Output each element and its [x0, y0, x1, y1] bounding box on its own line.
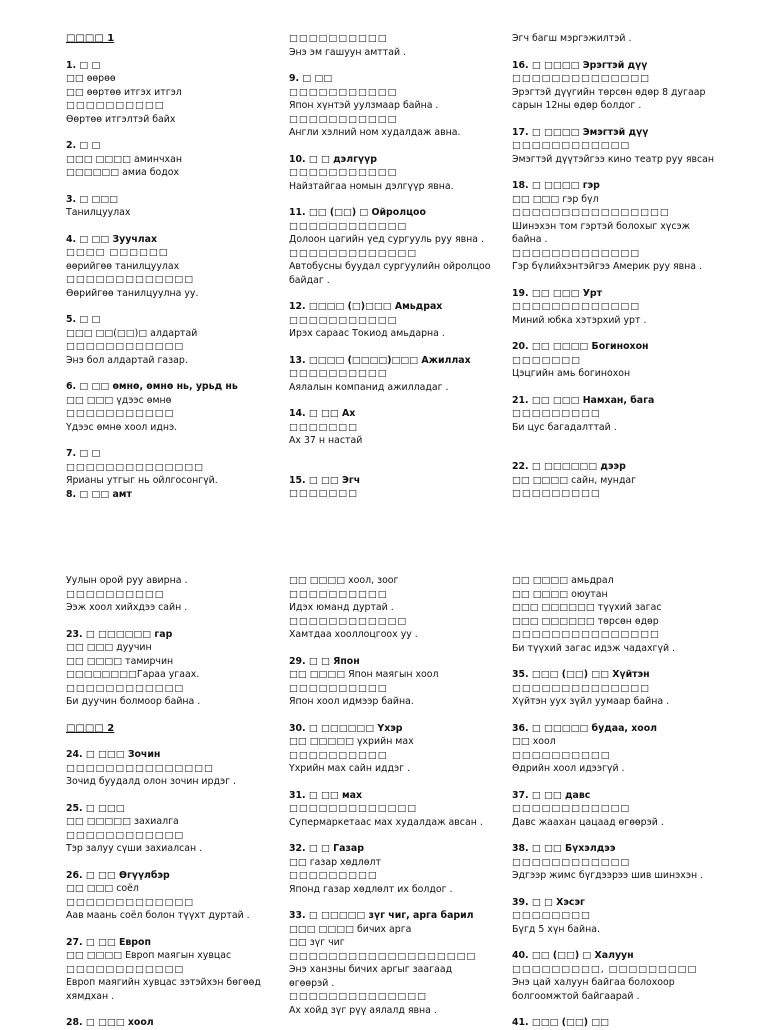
text-line: Би түүхий загас идэж чадахгүй .: [512, 642, 676, 654]
text-line: □□ □□□□ Япон маягын хоол: [289, 669, 439, 680]
text-line: □□ □□□□ оюутан: [512, 588, 608, 600]
vocab-entry-head: 38. □ □□ Бүхэлдээ: [512, 843, 616, 854]
vocab-entry-head: 35. □□□ (□□) □□ Хүйтэн: [512, 669, 650, 680]
text-line: Хүйтэн уух зүйл уумаар байна .: [512, 696, 670, 707]
text-line: □□□ □□□□ аминчхан: [66, 153, 182, 165]
vocab-entry-head: 39. □ □ Хэсэг: [512, 896, 585, 908]
vocab-entry-head: 2. □ □: [66, 140, 101, 151]
japanese-line: □□□□□□□□□, □□□□□□□□□: [512, 963, 698, 975]
line-gap: [66, 1003, 302, 1016]
japanese-line: □□□□□□□□□□: [66, 100, 165, 111]
vocab-entry-head: 30. □ □□□□□□ Үхэр: [289, 722, 403, 734]
line-gap: [66, 220, 302, 233]
text-line: □□□ □□(□□)□ алдартай: [66, 327, 198, 339]
line-gap: [289, 776, 525, 789]
text-line: Аав маань соёл болон түүхт дуртай .: [66, 910, 250, 921]
vocab-entry-head: 31. □ □□ мах: [289, 789, 363, 801]
line-gap: [512, 434, 748, 447]
line-gap: [289, 59, 525, 72]
line-gap: [66, 126, 302, 139]
line-gap: [66, 180, 302, 193]
line-gap: [512, 776, 748, 789]
line-gap: [289, 896, 525, 909]
text-line: □□ □□□□ тамирчин: [66, 655, 174, 667]
text-line: Энэ ханзны бичих аргыг заагаад: [289, 964, 453, 975]
line-gap: [66, 46, 302, 59]
text-line: □□ □□□□ Европ маягын хувцас: [66, 950, 232, 961]
text-line: □□□ □□□□ бичих арга: [289, 923, 412, 935]
japanese-line: □□□□□□□□□□□: [289, 167, 398, 178]
japanese-line: □□□□□□□□□□□□: [289, 220, 408, 232]
japanese-line: □□□□□□□□□□□□□: [512, 247, 641, 259]
text-line: □□□ □□□□□□ түүхий загас: [512, 602, 662, 613]
line-gap: [66, 615, 302, 628]
text-line: Ах хойд зүг рүү аялалд явна .: [289, 1004, 437, 1016]
vocab-entry-head: 33. □ □□□□□ зүг чиг, арга барил: [289, 910, 474, 921]
vocab-entry-head: 13. □□□□ (□□□□)□□□ Ажиллах: [289, 354, 471, 366]
text-line: Давс жаахан цацаад өгөөрэй .: [512, 816, 664, 828]
japanese-line: □□□□□□□□□□□□: [66, 341, 185, 352]
vocab-entry-head: 36. □ □□□□□ будаа, хоол: [512, 722, 658, 734]
line-gap: [512, 113, 748, 126]
japanese-line: □□□□□□□□□□: [289, 368, 388, 379]
text-line: байдаг .: [289, 274, 330, 286]
text-line: болгоомжтой байгаарай .: [512, 990, 640, 1002]
vocab-entry-head: 4. □ □□ Зуучлах: [66, 233, 158, 245]
text-line: □□ □□□ үдээс өмнө: [66, 394, 172, 406]
text-line: □□ □□□ соёл: [66, 883, 139, 894]
text-line: Эгч багш мэргэжилтэй .: [512, 33, 632, 44]
text-line: Танилцуулах: [66, 207, 131, 218]
line-gap: [289, 140, 525, 153]
top-column-3: [512, 32, 748, 501]
line-gap: [66, 434, 302, 447]
japanese-line: □□□□□□□□□□□□: [512, 140, 631, 151]
line-gap: [66, 709, 302, 722]
text-line: □□ □□□□□ захиалга: [66, 816, 179, 827]
line-gap: [66, 789, 302, 802]
japanese-line: □□□□□□□□□□: [289, 682, 388, 694]
text-line: Зочид буудалд олон зочин ирдэг .: [66, 776, 236, 787]
vocab-entry-head: 37. □ □□ давс: [512, 789, 591, 801]
text-line: □□ өөрөө: [66, 73, 116, 84]
line-gap: [66, 923, 302, 936]
japanese-line: □□□□□□□□□□□: [66, 408, 175, 419]
japanese-line: □□□□□□□□□: [512, 488, 601, 499]
text-line: хямдхан .: [66, 990, 115, 1002]
japanese-line: □□□□□□□□□□□□□: [289, 803, 418, 814]
line-gap: [512, 166, 748, 179]
vocab-entry-head: 32. □ □ Газар: [289, 843, 364, 854]
vocab-entry-head: 18. □ □□□□ гэр: [512, 180, 600, 191]
text-line: Цэцгийн амь богинохон: [512, 368, 631, 379]
text-line: Гэр бүлийхэнтэйгээ Америк руу явна .: [512, 261, 702, 272]
text-line: □□□ □□□□□□ төрсөн өдөр: [512, 615, 659, 627]
vocab-entry-head: 40. □□ (□□) □ Халуун: [512, 950, 634, 961]
line-gap: [512, 655, 748, 668]
text-line: Хамтдаа хооллоцгоох уу .: [289, 629, 418, 640]
text-line: Ярианы утгыг нь ойлгосонгүй.: [66, 475, 218, 486]
japanese-line: □□□□□□□□□□□□□□: [512, 73, 651, 84]
bottom-column-1: [66, 574, 302, 1030]
text-line: Үдээс өмнө хоол иднэ.: [66, 421, 178, 433]
text-line: Автобусны буудал сургуулийн ойролцоо: [289, 261, 491, 272]
text-line: Би цус багадалттай .: [512, 421, 617, 433]
line-gap: [512, 709, 748, 722]
japanese-line: □□□□□□□□□: [512, 408, 601, 419]
vocab-entry-head: 12. □□□□ (□)□□□ Амьдрах: [289, 301, 443, 312]
text-line: □□ өөртөө итгэх итгэл: [66, 86, 182, 98]
japanese-line: □□□□□□□□□□□□□□□: [66, 762, 214, 774]
lesson-heading: □□□□ 2: [66, 722, 115, 734]
vocab-entry-head: 25. □ □□□: [66, 802, 125, 814]
vocab-entry-head: 7. □ □: [66, 448, 101, 459]
text-line: □□ □□□□□ үхрийн мах: [289, 736, 414, 747]
line-gap: [512, 274, 748, 287]
text-line: Япон хоол идмээр байна.: [289, 696, 414, 707]
vocab-entry-head: 3. □ □□□: [66, 193, 119, 205]
japanese-line: □□□□□□□□□□□□: [512, 803, 631, 814]
line-gap: [66, 856, 302, 869]
text-line: Ах 37 н настай: [289, 435, 363, 446]
japanese-line: □□□□□□□□□□□□□□□□□□□: [289, 950, 477, 962]
japanese-line: □□□□□□□□□□: [289, 33, 388, 44]
text-line: Аялалын компанид ажилладаг .: [289, 381, 449, 393]
vocab-entry-head: 41. □□□ (□□) □□: [512, 1017, 609, 1028]
text-line: Долоон цагийн үед сургууль руу явна .: [289, 234, 484, 245]
japanese-line: □□□□□□□□□□□□: [289, 615, 408, 627]
japanese-line: □□□□□□□□□□□: [289, 314, 398, 326]
vocab-entry-head: 5. □ □: [66, 314, 101, 325]
japanese-line: □□□□□□□□□□□□: [512, 856, 631, 868]
text-line: □□ □□□ гэр бүл: [512, 193, 599, 205]
japanese-line: □□□□□□□□□□□□□□□: [512, 629, 660, 640]
text-line: өгөөрэй .: [289, 977, 335, 989]
line-gap: [289, 448, 525, 461]
vocab-entry-head: 10. □ □ дэлгүүр: [289, 153, 377, 165]
text-line: □□□□□□ амиа бодох: [66, 167, 180, 178]
line-gap: [512, 1003, 748, 1016]
text-line: сарын 12ны өдөр болдог .: [512, 100, 642, 111]
line-gap: [289, 709, 525, 722]
japanese-line: □□□□□□□□□□□: [289, 113, 398, 125]
vocab-entry-head: 23. □ □□□□□□ гар: [66, 628, 173, 640]
line-gap: [289, 829, 525, 842]
text-line: Ээж хоол хийхдээ сайн .: [66, 602, 188, 613]
text-line: Уулын орой руу авирна .: [66, 575, 188, 586]
japanese-line: □□□□□□□: [289, 421, 359, 433]
text-line: □□□□□□□□Гараа угаах.: [66, 669, 200, 680]
text-line: Эрэгтэй дүүгийн төрсөн өдөр 8 дугаар: [512, 86, 706, 98]
line-gap: [512, 883, 748, 896]
line-gap: [289, 642, 525, 655]
line-gap: [289, 461, 525, 474]
vocab-entry-head: 21. □□ □□□ Намхан, бага: [512, 394, 655, 406]
text-line: □□ □□□□ сайн, мундаг: [512, 474, 637, 486]
text-line: Япон хүнтэй уулзмаар байна .: [289, 100, 439, 111]
text-line: өөрийгөө танилцуулах: [66, 260, 180, 272]
text-line: Эмэгтэй дүүтэйгээ кино театр руу явсан: [512, 153, 715, 165]
japanese-line: □□□□□□□□□□□□□□□□: [512, 207, 670, 218]
vocab-entry-head: 20. □□ □□□□ Богинохон: [512, 341, 649, 352]
text-line: Европ маягийн хувцас зэтэйхэн бөгөөд: [66, 977, 261, 988]
line-gap: [512, 381, 748, 394]
text-line: Өөртөө итгэлтэй байх: [66, 113, 176, 125]
japanese-line: □□□□□□□□□□□□: [66, 829, 185, 841]
text-line: □□ □□□□ амьдрал: [512, 575, 614, 586]
text-line: □□ зүг чиг: [289, 937, 345, 948]
text-line: Өөрийгөө танилцуулна уу.: [66, 287, 199, 299]
text-line: □□ □□□ дуучин: [66, 642, 152, 653]
text-line: Супермаркетаас мах худалдаж авсан .: [289, 816, 483, 828]
japanese-line: □□□□□□□□□: [289, 870, 378, 881]
text-line: Үхрийн мах сайн иддэг .: [289, 763, 411, 774]
bottom-column-2: [289, 574, 525, 1017]
text-line: Англи хэлний ном худалдаж авна.: [289, 127, 461, 138]
japanese-line: □□□□□□□□□□□□□: [66, 274, 195, 285]
japanese-line: □□□□ □□□□□□: [66, 247, 169, 258]
text-line: Эдгээр жимс бүгдээрээ шив шинэхэн .: [512, 870, 704, 881]
line-gap: [66, 735, 302, 748]
text-line: Миний юбка хэтэрхий урт .: [512, 314, 647, 326]
line-gap: [66, 300, 302, 313]
text-line: Бүгд 5 хүн байна.: [512, 923, 600, 935]
vocab-entry-head: 14. □ □□ Ах: [289, 408, 356, 419]
text-line: Шинэхэн том гэртэй болохыг хүсэж: [512, 220, 691, 232]
line-gap: [289, 287, 525, 300]
line-gap: [66, 367, 302, 380]
japanese-line: □□□□□□□□□□□□□: [289, 247, 418, 259]
text-line: Энэ эм гашуун амттай .: [289, 46, 406, 58]
vocab-entry-head: 27. □ □□ Европ: [66, 936, 151, 948]
japanese-line: □□□□□□□: [289, 488, 359, 499]
text-line: Японд газар хөдлөлт их болдог .: [289, 883, 453, 895]
japanese-line: □□□□□□□: [512, 354, 582, 366]
bottom-column-3: [512, 574, 748, 1030]
vocab-entry-head: 16. □ □□□□ Эрэгтэй дүү: [512, 59, 648, 71]
text-line: Энэ цай халуун байгаа болохоор: [512, 977, 675, 988]
japanese-line: □□□□□□□□□□: [512, 749, 611, 761]
japanese-line: □□□□□□□□□□□□□: [512, 301, 641, 312]
vocab-entry-head: 29. □ □ Япон: [289, 655, 360, 667]
text-line: □□ хоол: [512, 736, 556, 747]
japanese-line: □□□□□□□□□□□: [289, 86, 398, 98]
vocab-entry-head: 26. □ □□ Өгүүлбэр: [66, 869, 170, 881]
japanese-line: □□□□□□□□□□□□□□: [289, 991, 428, 1002]
japanese-line: □□□□□□□□□□□□□: [66, 896, 195, 908]
text-line: Найзтайгаа номын дэлгүүр явна.: [289, 180, 454, 192]
text-line: □□ □□□□ хоол, зоог: [289, 575, 399, 586]
text-line: □□ газар хөдлөлт: [289, 856, 381, 868]
japanese-line: □□□□□□□□□□□□: [66, 963, 185, 975]
japanese-line: □□□□□□□□□□□□□□: [66, 461, 205, 473]
vocab-entry-head: 22. □ □□□□□□ дээр: [512, 461, 626, 472]
text-line: Идэх юманд дуртай .: [289, 602, 394, 613]
line-gap: [289, 341, 525, 354]
japanese-line: □□□□□□□□: [512, 910, 591, 921]
vocab-entry-head: 15. □ □□ Эгч: [289, 474, 361, 486]
text-line: Би дуучин болмоор байна .: [66, 696, 201, 707]
line-gap: [512, 829, 748, 842]
japanese-line: □□□□□□□□□□: [289, 588, 388, 600]
text-line: Өдрийн хоол идээгүй .: [512, 763, 625, 774]
vocab-entry-head: 6. □ □□ өмнө, өмнө нь, урьд нь: [66, 381, 238, 392]
text-line: Энэ бол алдартай газар.: [66, 354, 188, 366]
line-gap: [289, 394, 525, 407]
line-gap: [289, 193, 525, 206]
text-line: Ирэх сараас Токиод амьдарна .: [289, 328, 445, 339]
japanese-line: □□□□□□□□□□: [289, 749, 388, 761]
top-column-2: [289, 32, 525, 501]
vocab-entry-head: 24. □ □□□ Зочин: [66, 749, 161, 760]
text-line: байна .: [512, 234, 548, 245]
line-gap: [512, 447, 748, 460]
vocab-entry-head: 19. □□ □□□ Урт: [512, 287, 603, 299]
vocab-entry-head: 8. □ □□ амт: [66, 488, 132, 500]
line-gap: [512, 46, 748, 59]
japanese-line: □□□□□□□□□□□□□□: [512, 682, 651, 694]
text-line: Тэр залуу сүши захиалсан .: [66, 843, 203, 854]
top-column-1: [66, 32, 302, 501]
japanese-line: □□□□□□□□□□: [66, 588, 165, 600]
lesson-heading: □□□□ 1: [66, 33, 115, 44]
japanese-line: □□□□□□□□□□□□: [66, 682, 185, 694]
vocab-entry-head: 1. □ □: [66, 59, 101, 71]
vocab-entry-head: 17. □ □□□□ Эмэгтэй дүү: [512, 126, 649, 138]
line-gap: [512, 936, 748, 949]
line-gap: [512, 327, 748, 340]
vocab-entry-head: 28. □ □□□ хоол: [66, 1017, 154, 1028]
vocab-entry-head: 11. □□ (□□) □ Ойролцоо: [289, 207, 426, 218]
vocab-entry-head: 9. □ □□: [289, 73, 333, 84]
